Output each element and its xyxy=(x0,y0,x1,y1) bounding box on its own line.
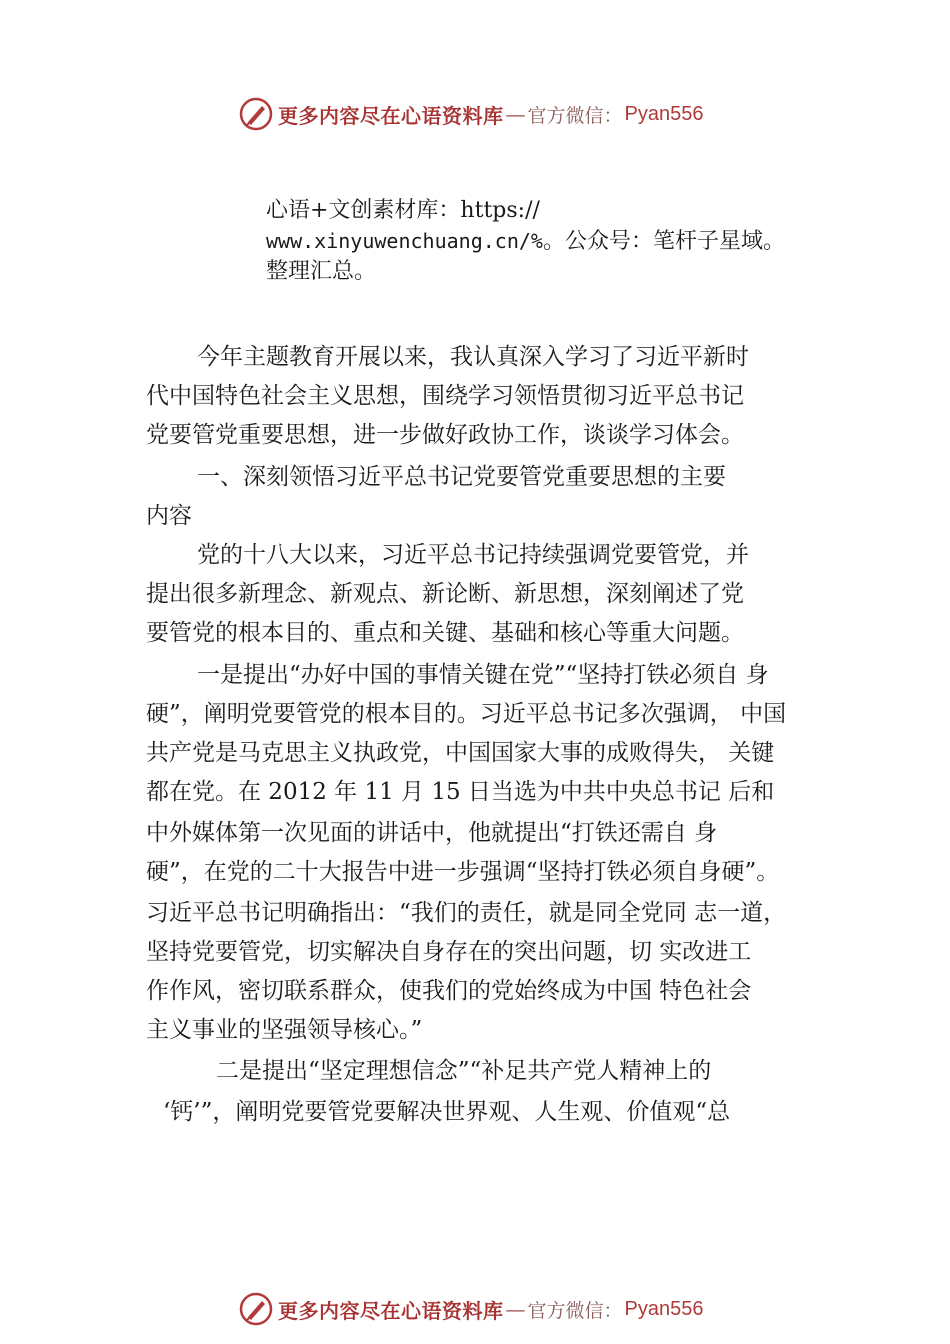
body-line: 硬”，在党的二十大报告中进一步强调“坚持打铁必须自身硬”。 xyxy=(146,859,780,885)
body-line: 党要管党重要思想，进一步做好政协工作，谈谈学习体会。 xyxy=(146,422,744,448)
body-line: 今年主题教育开展以来，我认真深入学习了习近平新时 xyxy=(197,344,749,370)
source-note-line-1: 心语+文创素材库：https:// xyxy=(266,198,540,223)
body-line: 一是提出“办好中国的事情关键在党”“坚持打铁必须自 身 xyxy=(197,662,769,688)
source-url: www.xinyuwenchuang.cn/% xyxy=(266,229,543,253)
body-line: 硬”，阐明党要管党的根本目的。习近平总书记多次强调， 中国 xyxy=(146,701,787,727)
body-line: 中外媒体第一次见面的讲话中，他就提出“打铁还需自 身 xyxy=(146,820,718,846)
source-note-line-3: 整理汇总。 xyxy=(266,259,377,284)
body-line: 坚持党要管党，切实解决自身存在的突出问题，切 实改进工 xyxy=(146,939,752,965)
body-line: 共产党是马克思主义执政党，中国国家大事的成败得失， 关键 xyxy=(146,740,775,766)
banner-dash: — xyxy=(505,1297,526,1321)
source-note xyxy=(266,196,856,287)
banner-wechat-label: 官方微信： xyxy=(527,104,623,127)
body-line: 习近平总书记明确指出：“我们的责任，就是同全党同 志一道， xyxy=(146,900,787,926)
banner-wechat-id: Pyan556 xyxy=(624,1297,704,1320)
body-line: 提出很多新理念、新观点、新论断、新思想，深刻阐述了党 xyxy=(146,581,744,607)
pen-logo-icon xyxy=(238,1291,274,1327)
banner-main-text: 更多内容尽在心语资料库 xyxy=(278,103,504,128)
body-line: 作作风，密切联系群众，使我们的党始终成为中国 特色社会 xyxy=(146,978,752,1004)
top-banner xyxy=(0,94,950,134)
body-line: 都在党。在 2012 年 11 月 15 日当选为中共中央总书记 后和 xyxy=(146,779,775,805)
section-heading: 内容 xyxy=(146,503,192,529)
bottom-banner xyxy=(0,1289,950,1329)
source-note-line-2: www.xinyuwenchuang.cn/%。公众号：笔杆子星域。 xyxy=(266,229,785,254)
body-line: 代中国特色社会主义思想，围绕学习领悟贯彻习近平总书记 xyxy=(146,383,744,409)
banner-dash: — xyxy=(505,102,526,126)
body-line: 要管党的根本目的、重点和关键、基础和核心等重大问题。 xyxy=(146,620,744,646)
banner-wechat-label: 官方微信： xyxy=(527,1299,623,1322)
section-heading: 一、深刻领悟习近平总书记党要管党重要思想的主要 xyxy=(197,464,726,490)
banner-wechat-id: Pyan556 xyxy=(624,102,704,125)
body-line: ‘钙’”，阐明党要管党要解决世界观、人生观、价值观“总 xyxy=(163,1099,731,1125)
body-line: 党的十八大以来，习近平总书记持续强调党要管党，并 xyxy=(197,542,749,568)
body-line: 二是提出“坚定理想信念”“补足共产党人精神上的 xyxy=(216,1058,712,1084)
banner-main-text: 更多内容尽在心语资料库 xyxy=(278,1298,504,1323)
pen-logo-icon xyxy=(238,96,274,132)
body-line: 主义事业的坚强领导核心。” xyxy=(146,1017,423,1043)
